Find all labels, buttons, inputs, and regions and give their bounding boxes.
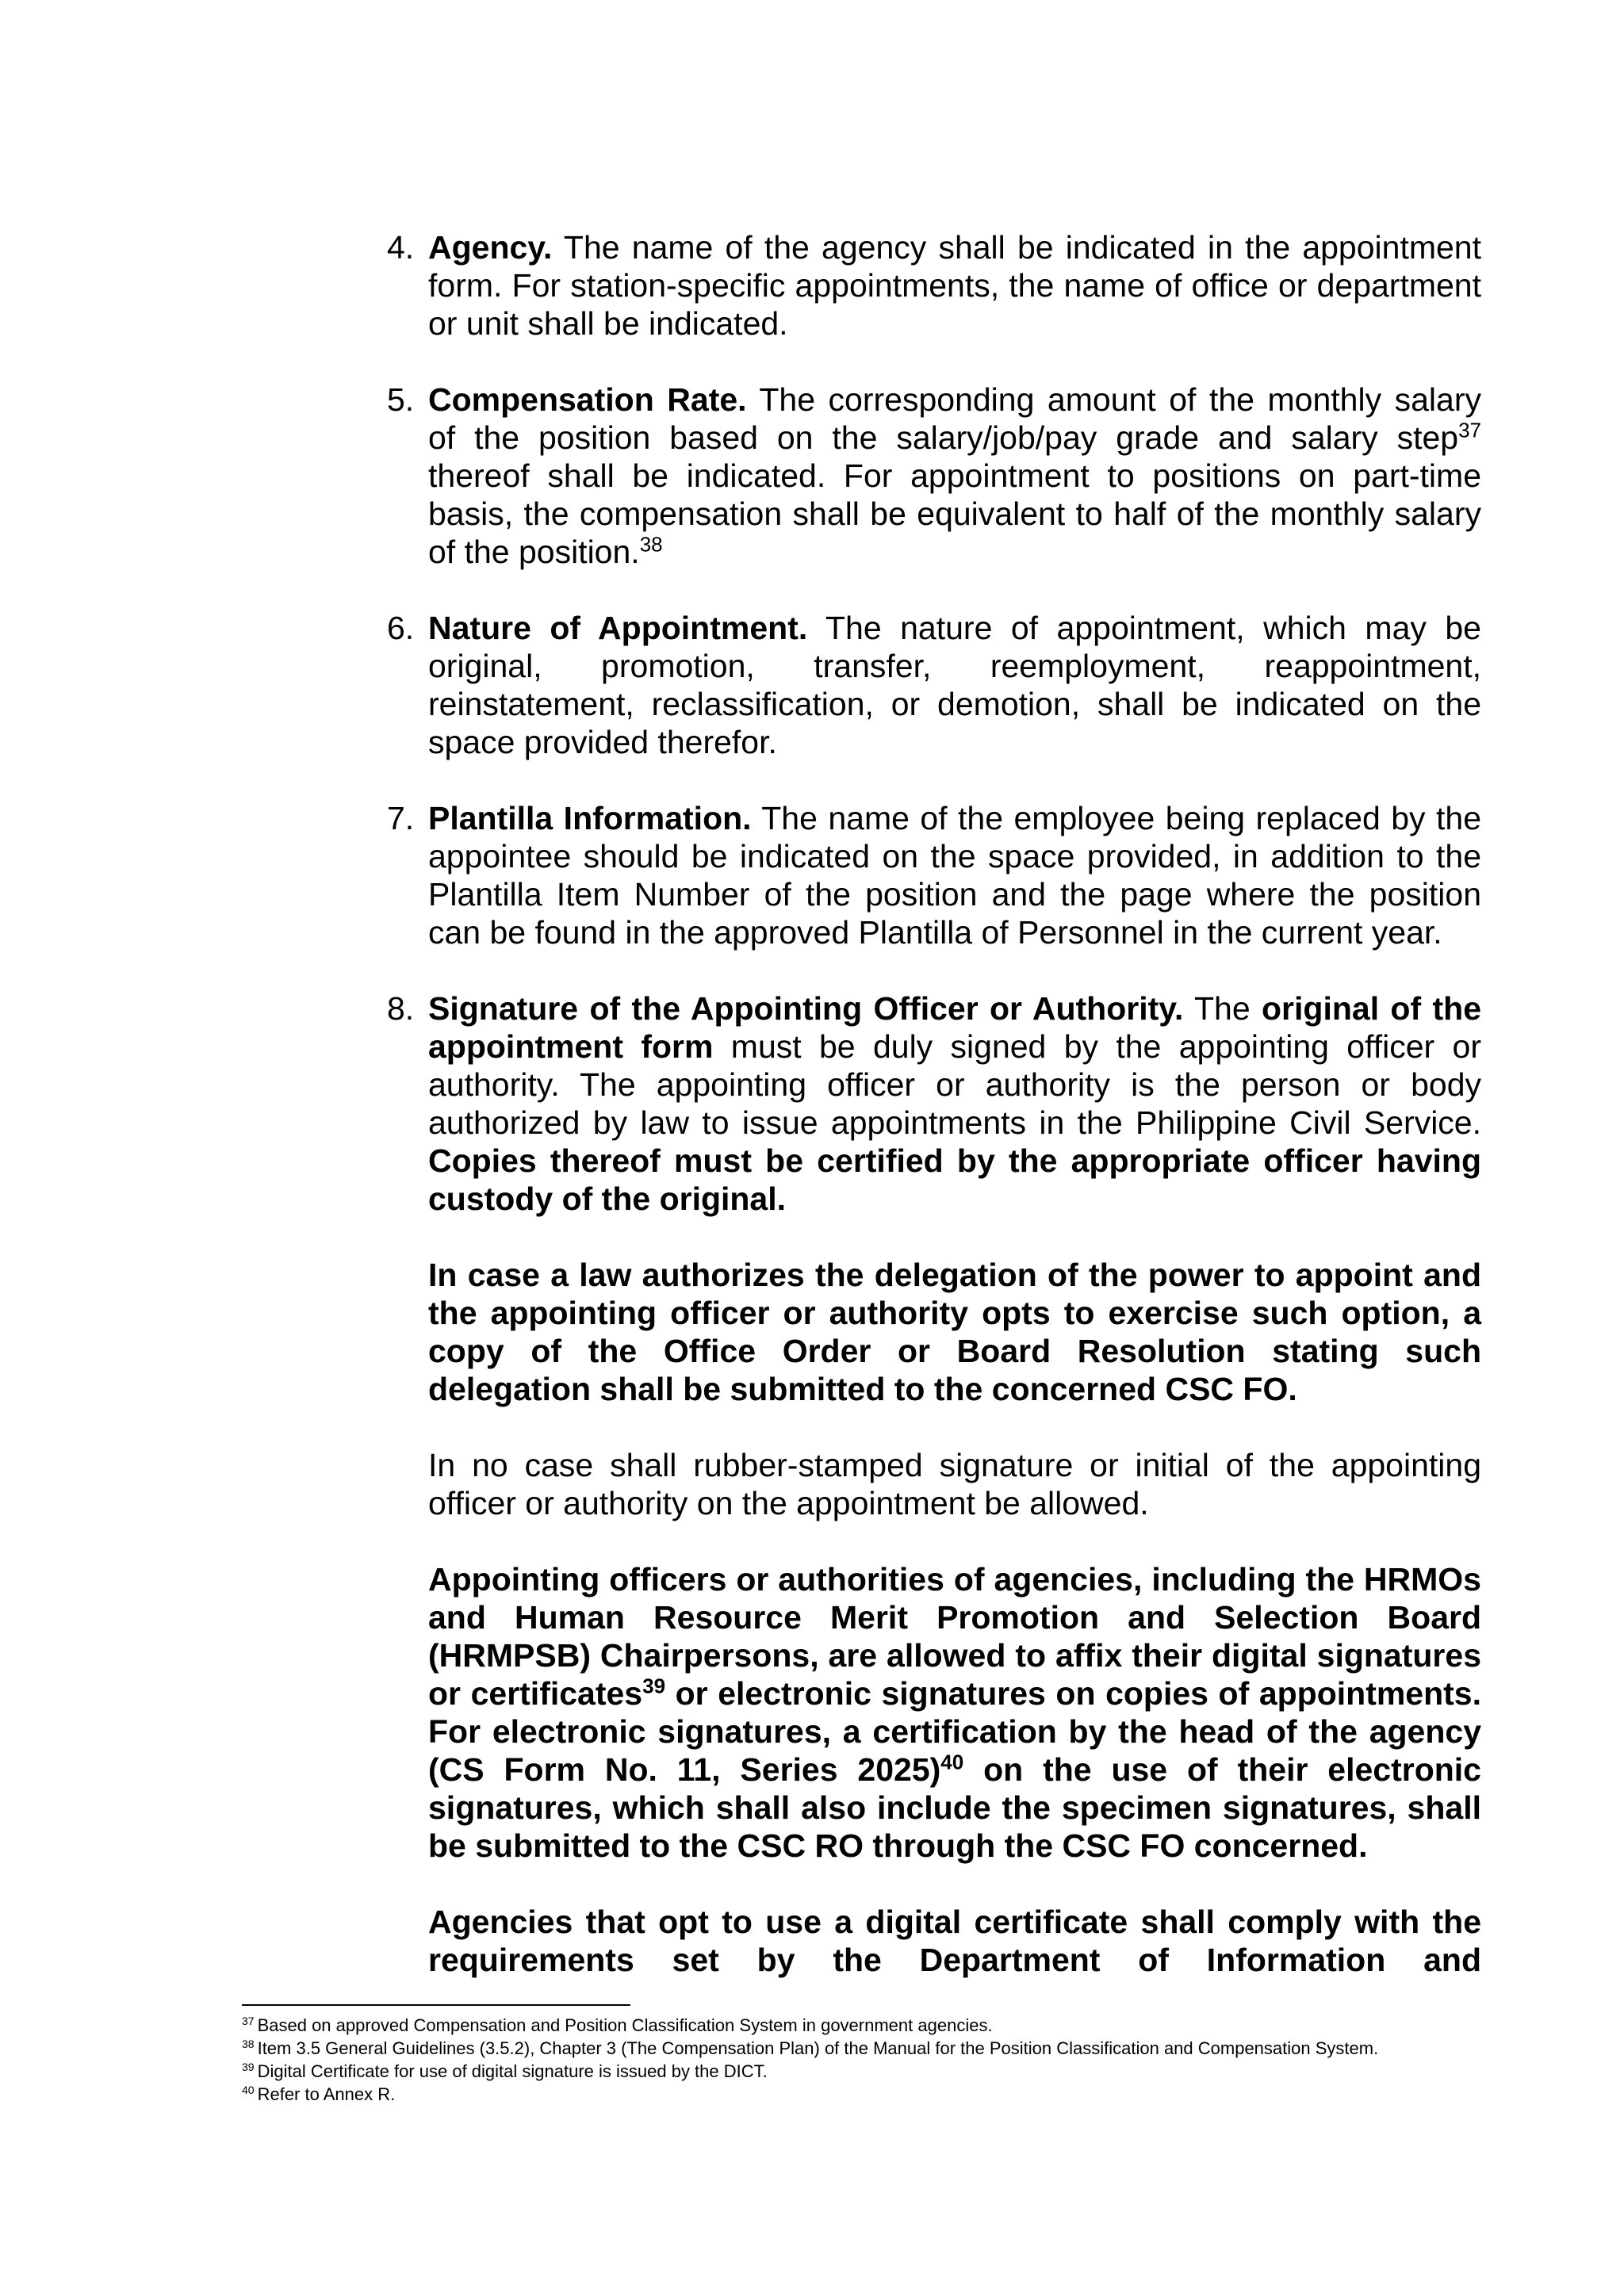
item-paragraph	[428, 228, 1481, 342]
footnote-divider	[242, 2004, 630, 2006]
item-paragraph	[428, 799, 1481, 951]
footnote-number: 40	[242, 2083, 255, 2096]
item-number: 4.	[387, 229, 415, 266]
footnote-text: Item 3.5 General Guidelines (3.5.2), Chapter 3 (The Compensation Plan) of the Manual for the Position Classification and Compensation System.	[257, 2038, 1379, 2058]
item-heading: Signature of the Appointing Officer or Authority.	[428, 990, 1184, 1027]
footnote	[242, 2083, 1511, 2106]
delegation-paragraph: In case a law authorizes the delegation of the power to appoint and the appointing officer or authority opts to exercise such option, a copy of the Office Order or Board Resolution stating such delegation shall be submitted to the concerned CSC FO.	[428, 1257, 1481, 1407]
footnote-ref: 37	[1458, 418, 1481, 442]
footnotes	[242, 2004, 1511, 2106]
item-body	[428, 989, 1481, 1979]
item-paragraph	[428, 989, 1481, 1218]
item-number: 5.	[387, 381, 415, 418]
digital-signature-paragraph	[428, 1560, 1481, 1865]
item-number: 8.	[387, 990, 415, 1027]
item-text: must be duly signed by the appointing officer or authority. The appointing officer or authority is the person or body authorized by law to issue appointments in the Philippine Civil Service.	[428, 1028, 1482, 1141]
footnote-ref: 40	[940, 1750, 964, 1774]
footnote	[242, 2060, 1511, 2083]
footnote-ref: 39	[642, 1674, 666, 1698]
item-text: The nature of appointment, which may be original, promotion, transfer, reemployment, reappointment, reinstatement, reclassification, or demotion, shall be indicated on the space provided therefor.	[428, 610, 1481, 760]
rubber-stamp-paragraph: In no case shall rubber-stamped signature or initial of the appointing officer or authority on the appointment be allowed.	[428, 1447, 1481, 1521]
list-item-nature-of-appointment	[387, 609, 1481, 761]
item-heading: Plantilla Information.	[428, 800, 752, 836]
item-text: The name of the employee being replaced by the appointee should be indicated on the space provided, in addition to the Plantilla Item Number of the position and the page where the position can be found in the approved Plantilla of Personnel in the current year.	[428, 800, 1481, 951]
paragraph-text: Appointing officers or authorities of agencies, including the HRMOs and Human Resource Merit Promotion and Selection Board (HRMPSB) Chairpersons, are allowed to affix their digital signatures or certificates	[428, 1561, 1481, 1712]
footnote	[242, 2014, 1511, 2037]
paragraph-text: or electronic signatures on copies of appointments. For electronic signatures, a certification by the head of the agency (CS Form No. 11, Series 2025)	[428, 1675, 1482, 1788]
paragraph-text: on the use of their electronic signatures, which shall also include the specimen signatures, shall be submitted to the CSC RO through the CSC FO concerned.	[428, 1751, 1481, 1864]
item-bold-text: original of the appointment form	[428, 990, 1481, 1065]
footnote-ref: 38	[639, 532, 663, 557]
item-body	[428, 609, 1481, 761]
item-paragraph	[428, 609, 1481, 761]
list-item-compensation-rate	[387, 381, 1481, 571]
item-text: The	[1183, 990, 1262, 1027]
item-text: The name of the agency shall be indicated in the appointment form. For station-specific appointments, the name of office or department or unit shall be indicated.	[428, 229, 1481, 342]
item-bold-text: Copies thereof must be certified by the appropriate officer having custody of the original.	[428, 1142, 1481, 1217]
footnote-text: Refer to Annex R.	[257, 2084, 396, 2104]
footnote-text: Digital Certificate for use of digital signature is issued by the DICT.	[257, 2061, 768, 2081]
document-body	[387, 228, 1481, 2017]
item-body	[428, 799, 1481, 951]
digital-certificate-paragraph: Agencies that opt to use a digital certificate shall comply with the requirements set by the Department of Information and	[428, 1904, 1481, 1978]
item-number: 7.	[387, 800, 415, 836]
list-item-agency	[387, 228, 1481, 342]
item-text: thereof shall be indicated. For appointment to positions on part-time basis, the compensation shall be equivalent to half of the monthly salary of the position.	[428, 457, 1481, 570]
item-heading: Compensation Rate.	[428, 381, 747, 418]
item-paragraph	[428, 381, 1481, 571]
item-body	[428, 381, 1481, 571]
footnote-number: 39	[242, 2060, 255, 2073]
list-item-signature	[387, 989, 1481, 1979]
footnote-text: Based on approved Compensation and Position Classification System in government agencies.	[257, 2015, 993, 2035]
footnote	[242, 2037, 1511, 2060]
item-heading: Agency.	[428, 229, 553, 266]
item-text: The corresponding amount of the monthly salary of the position based on the salary/job/pay grade and salary step	[428, 381, 1481, 456]
item-number: 6.	[387, 610, 415, 646]
item-heading: Nature of Appointment.	[428, 610, 808, 646]
footnote-number: 38	[242, 2037, 255, 2050]
list-item-plantilla-information	[387, 799, 1481, 951]
footnote-number: 37	[242, 2014, 255, 2027]
item-body	[428, 228, 1481, 342]
